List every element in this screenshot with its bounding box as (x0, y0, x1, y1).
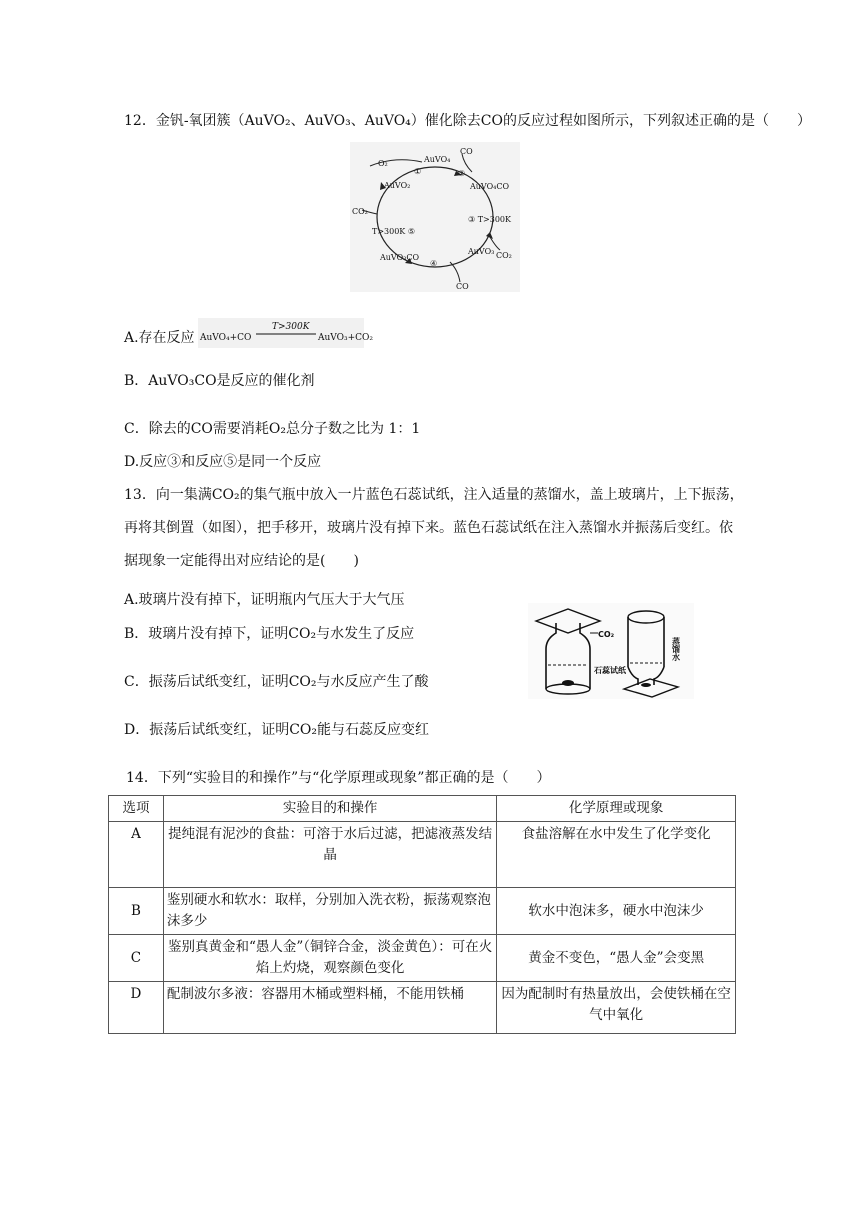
header-phenomenon: 化学原理或现象 (497, 796, 736, 822)
fig-auvo4: AuVO₄ (424, 155, 451, 164)
q12-stem: 12．金钒-氧团簇（AuVO₂、AuVO₃、AuVO₄）催化除去CO的反应过程如图所示，下列叙述正确的是（ ） (124, 113, 811, 129)
fig-co-top: CO (460, 147, 473, 156)
row-c-phenomenon: 黄金不变色，“愚人金”会变黑 (497, 935, 736, 982)
row-b-phenomenon: 软水中泡沫多，硬水中泡沫少 (497, 888, 736, 935)
fig-step3: ③ T>300K (468, 215, 511, 224)
row-d-operation: 配制波尔多液：容器用木桶或塑料桶，不能用铁桶 (163, 982, 496, 1034)
q12-option-b: B．AuVO₃CO是反应的催化剂 (124, 373, 315, 389)
q14-table (108, 795, 736, 1034)
row-a-operation: 提纯混有泥沙的食盐：可溶于水后过滤，把滤液蒸发结晶 (163, 822, 496, 888)
row-d-option: D (109, 982, 164, 1034)
fig-water-label: 蒸馏水 (671, 637, 681, 661)
fig-step2: ② (458, 169, 466, 178)
fig-auvo3co: AuVO₃CO (380, 253, 420, 262)
catalytic-cycle-figure (350, 142, 520, 292)
row-c-operation: 鉴别真黄金和“愚人金”（铜锌合金，淡金黄色）：可在火焰上灼烧，观察颜色变化 (163, 935, 496, 982)
fig-auvo3: AuVO₃ (468, 247, 495, 256)
table-row (109, 822, 736, 888)
q12-option-a-formula (198, 318, 374, 348)
table-row (109, 982, 736, 1034)
q12-option-a-prefix: A.存在反应 (124, 330, 195, 346)
q13-option-b: B．玻璃片没有掉下，证明CO₂与水发生了反应 (124, 626, 415, 642)
fig-step1: ① (414, 167, 422, 176)
formula-condition: T>300K (272, 322, 310, 332)
table-header-row (109, 796, 736, 822)
row-a-option: A (109, 822, 164, 888)
row-a-phenomenon: 食盐溶解在水中发生了化学变化 (497, 822, 736, 888)
q13-option-a: A.玻璃片没有掉下，证明瓶内气压大于大气压 (124, 592, 405, 608)
row-d-phenomenon: 因为配制时有热量放出，会使铁桶在空气中氧化 (497, 982, 736, 1034)
fig-step5: T>300K ⑤ (372, 227, 415, 236)
row-c-option: C (109, 935, 164, 982)
q13-stem-line1: 13．向一集满CO₂的集气瓶中放入一片蓝色石蕊试纸，注入适量的蒸馏水，盖上玻璃片，上下振荡， (124, 487, 744, 503)
fig-co2-left: CO₂ (352, 207, 368, 216)
q13-stem-line2: 再将其倒置（如图），把手移开，玻璃片没有掉下来。蓝色石蕊试纸在注入蒸馏水并振荡后变红。依 (124, 520, 733, 536)
fig-auvo2: AuVO₂ (384, 181, 411, 190)
q12-option-c: C．除去的CO需要消耗O₂总分子数之比为 1：1 (124, 421, 421, 437)
q14-stem: 14．下列“实验目的和操作”与“化学原理或现象”都正确的是（ ） (126, 770, 551, 786)
formula-left: AuVO₄+CO (200, 333, 252, 343)
q13-option-d: D．振荡后试纸变红，证明CO₂能与石蕊反应变红 (124, 722, 430, 738)
table-row (109, 935, 736, 982)
fig-co2-right: CO₂ (496, 251, 512, 260)
fig-step4: ④ (430, 259, 438, 268)
fig-o2: O₂ (378, 159, 388, 168)
formula-right: AuVO₃+CO₂ (318, 333, 374, 343)
fig-paper-label: 石蕊试纸 (594, 666, 626, 675)
gas-bottle-figure (528, 603, 694, 699)
row-b-option: B (109, 888, 164, 935)
fig-co-bottom: CO (456, 282, 469, 291)
table-row (109, 888, 736, 935)
q13-stem-line3: 据现象一定能得出对应结论的是( ) (124, 553, 359, 569)
fig-auvo4co: AuVO₄CO (470, 182, 510, 191)
header-operation: 实验目的和操作 (163, 796, 496, 822)
fig-co2-label: CO₂ (598, 630, 615, 639)
header-option: 选项 (109, 796, 164, 822)
row-b-operation: 鉴别硬水和软水：取样，分别加入洗衣粉，振荡观察泡沫多少 (163, 888, 496, 935)
q12-option-d: D.反应③和反应⑤是同一个反应 (124, 454, 322, 470)
q13-option-c: C．振荡后试纸变红，证明CO₂与水反应产生了酸 (124, 674, 429, 690)
